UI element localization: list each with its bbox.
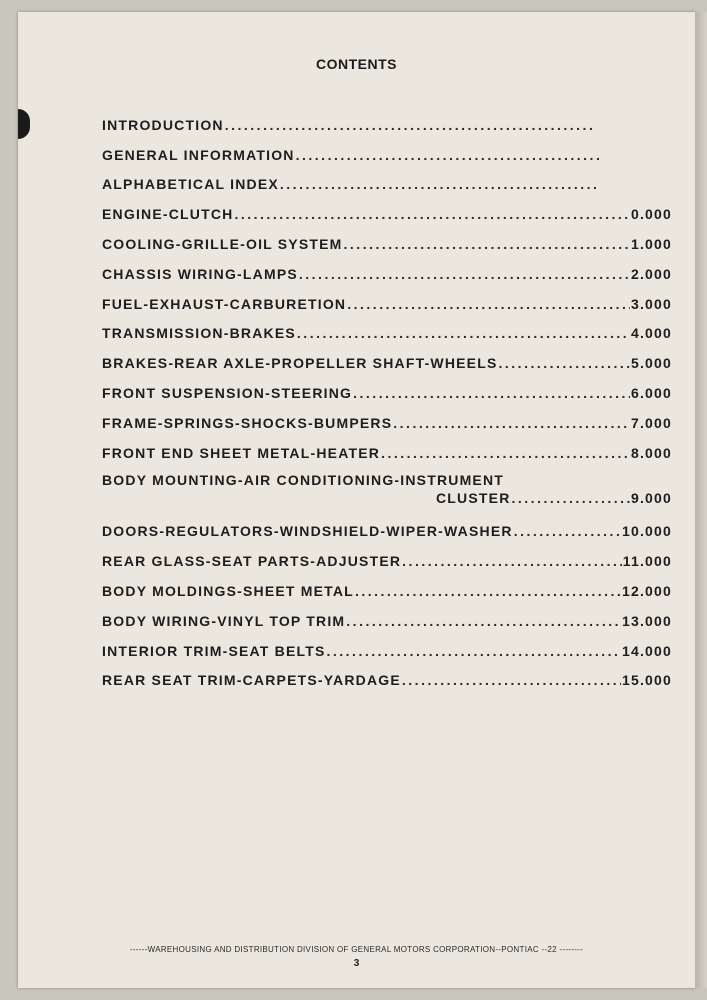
toc-entry: REAR SEAT TRIM-CARPETS-YARDAGE ..... 15.000 — [102, 666, 672, 696]
toc-entry: FUEL-EXHAUST-CARBURETION ..... 3.000 — [102, 289, 672, 319]
toc-entry: CHASSIS WIRING-LAMPS ..... 2.000 — [102, 259, 672, 289]
toc-entry: GENERAL INFORMATION ..... — [102, 140, 672, 170]
toc-entry: ALPHABETICAL INDEX ..... — [102, 170, 672, 200]
page-number: 3 — [353, 958, 360, 969]
toc-entry: TRANSMISSION-BRAKES ..... 4.000 — [102, 319, 672, 349]
toc-entry: FRONT END SHEET METAL-HEATER ..... 8.000 — [102, 438, 672, 468]
toc-entry: REAR GLASS-SEAT PARTS-ADJUSTER ..... 11.000 — [102, 546, 672, 576]
page-title: CONTENTS — [316, 56, 397, 72]
toc-entry: BODY MOLDINGS-SHEET METAL ..... 12.000 — [102, 576, 672, 606]
page-edge — [695, 12, 707, 988]
document-page — [18, 12, 695, 988]
toc-entry: INTERIOR TRIM-SEAT BELTS ..... 14.000 — [102, 636, 672, 666]
page-footer: ------WAREHOUSING AND DISTRIBUTION DIVISION OF GENERAL MOTORS CORPORATION--PONTIAC --22 -------- — [129, 945, 584, 954]
toc-entry: INTRODUCTION ..... — [102, 110, 672, 140]
toc-entry: COOLING-GRILLE-OIL SYSTEM ..... 1.000 — [102, 229, 672, 259]
toc-entry: ENGINE-CLUTCH ..... 0.000 — [102, 199, 672, 229]
toc-entry: FRONT SUSPENSION-STEERING ..... 6.000 — [102, 378, 672, 408]
toc-entry: BRAKES-REAR AXLE-PROPELLER SHAFT-WHEELS ..... 5.000 — [102, 348, 672, 378]
table-of-contents — [102, 110, 672, 695]
toc-entry: BODY MOUNTING-AIR CONDITIONING-INSTRUMENT CLUSTER ..... 9.000 — [102, 468, 672, 517]
toc-entry: FRAME-SPRINGS-SHOCKS-BUMPERS ..... 7.000 — [102, 408, 672, 438]
toc-entry: BODY WIRING-VINYL TOP TRIM ..... 13.000 — [102, 606, 672, 636]
binding-hole — [18, 109, 30, 139]
toc-entry: DOORS-REGULATORS-WINDSHIELD-WIPER-WASHER ..... 10.000 — [102, 517, 672, 547]
